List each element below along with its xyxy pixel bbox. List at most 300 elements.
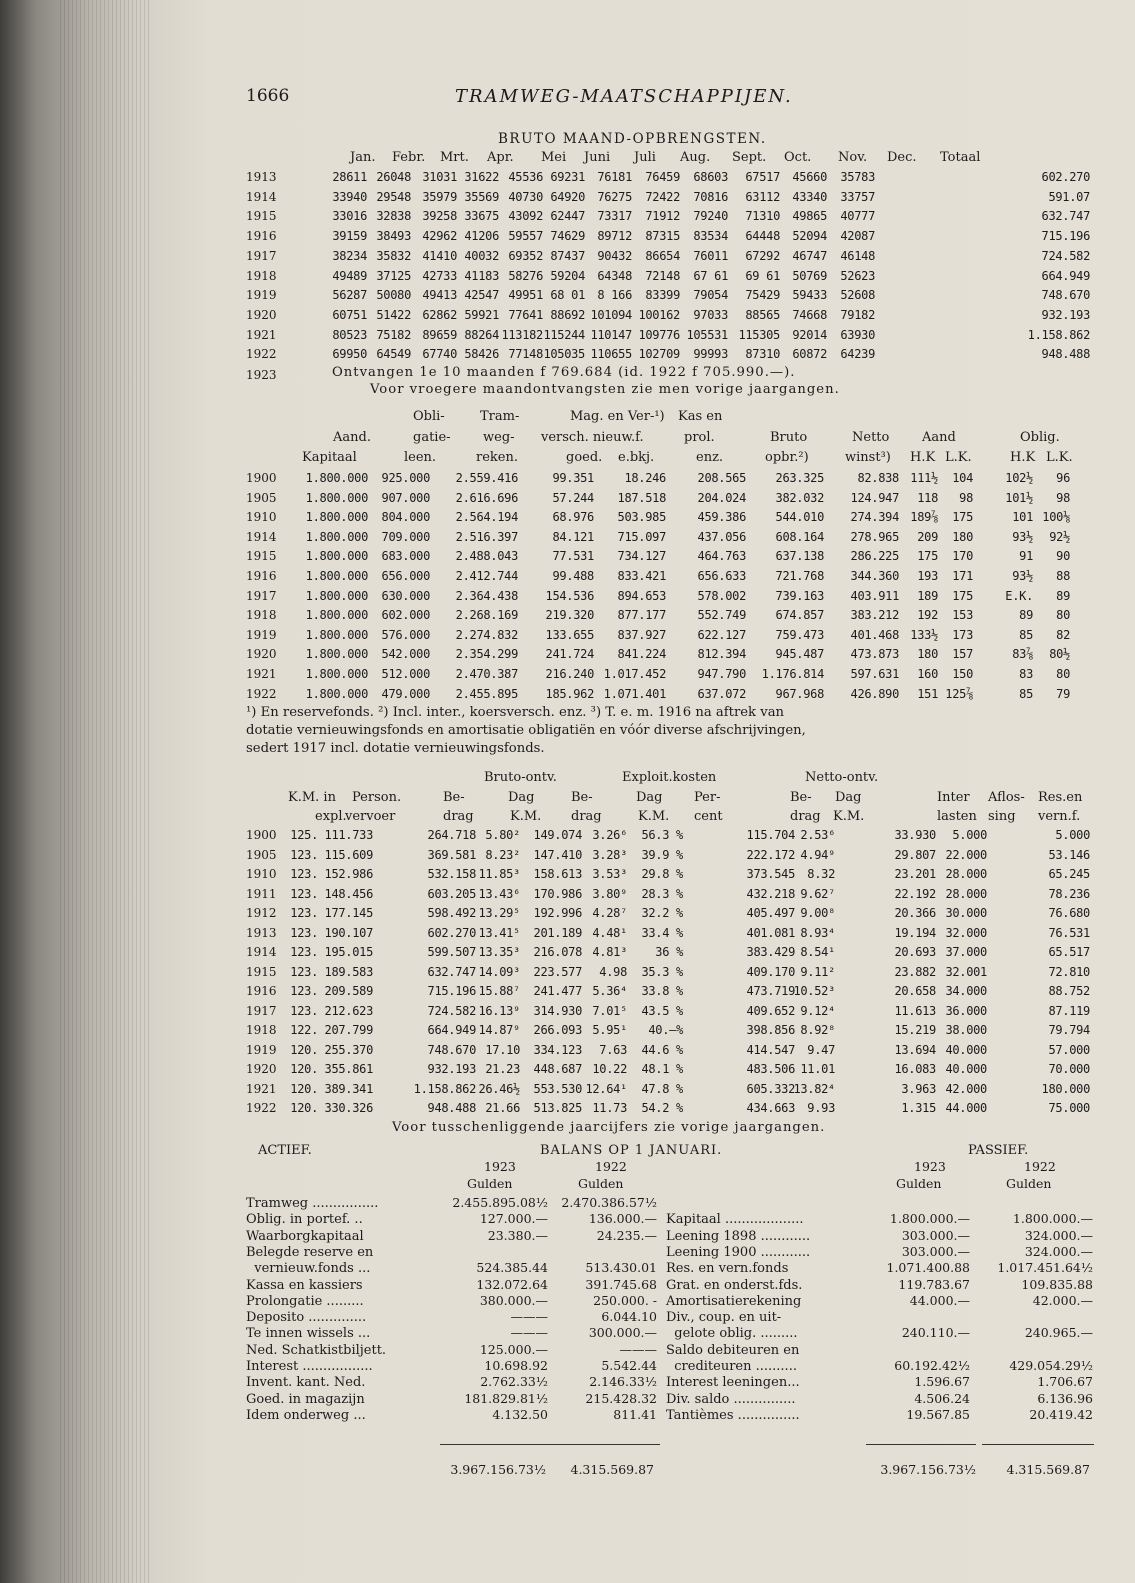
passief-1922: 1.800.000.—: [1012, 1211, 1093, 1227]
traffic-header: Inter: [937, 790, 970, 805]
capital-cell: 401.468: [850, 627, 899, 642]
monthly-cell: 1.158.862: [1027, 327, 1090, 342]
traffic-group-header: Exploit.kosten: [622, 770, 717, 785]
monthly-cell: 79240: [693, 209, 728, 224]
capital-cell: 1.800.000: [305, 471, 368, 485]
monthly-cell: 58426: [464, 347, 499, 362]
monthly-cell: 102709: [638, 347, 680, 362]
monthly-cell: 67 61: [693, 268, 728, 283]
traffic-row-year: 1914: [246, 945, 277, 959]
traffic-cell: 33.8 %: [641, 984, 683, 998]
traffic-cell: 28.000: [945, 867, 987, 881]
capital-row-year: 1920: [246, 647, 277, 662]
passief-1922: 20.419.42: [1029, 1406, 1093, 1422]
capital-cell: 204.024: [697, 490, 746, 505]
traffic-cell: 123.: [290, 945, 318, 959]
traffic-cell: 72.810: [1048, 964, 1090, 979]
monthly-col-header: Sept.: [732, 150, 767, 165]
traffic-cell: 32.001: [945, 964, 987, 979]
passief-1922: 429.054.29½: [1009, 1358, 1093, 1373]
capital-cell: 111½: [910, 471, 938, 485]
capital-cell: 101½: [1005, 490, 1033, 505]
actief-1922: 811.41: [613, 1406, 657, 1422]
capital-cell: 2.274.832: [455, 627, 518, 642]
capital-cell: 597.631: [850, 667, 899, 681]
actief-1923: 2.762.33½: [480, 1374, 548, 1390]
monthly-cell: 105035: [543, 347, 585, 362]
monthly-cell: 632.747: [1041, 209, 1090, 224]
capital-cell: 2.354.299: [455, 647, 518, 662]
capital-cell: 877.177: [617, 608, 666, 623]
traffic-cell: 44.6 %: [641, 1042, 683, 1057]
traffic-row-year: 1910: [246, 867, 277, 881]
passief-1922: 324.000.—: [1024, 1243, 1093, 1259]
monthly-cell: 35832: [376, 248, 411, 263]
capital-cell: 344.360: [850, 569, 899, 583]
traffic-header: expl.: [315, 809, 347, 824]
traffic-cell: 115.609: [324, 847, 373, 862]
traffic-cell: 13.41⁵: [478, 925, 520, 940]
actief-1922: ———: [619, 1341, 657, 1357]
monthly-cell: 62447: [550, 209, 585, 224]
traffic-cell: 35.3 %: [641, 964, 683, 979]
capital-cell: 82: [1056, 627, 1070, 642]
capital-header: Tram-: [480, 409, 520, 424]
monthly-cell: 76181: [597, 170, 632, 184]
monthly-col-header: Juni: [584, 150, 611, 165]
traffic-cell: 5.000: [952, 828, 987, 842]
monthly-cell: 715.196: [1041, 229, 1090, 244]
capital-cell: 171: [952, 569, 973, 583]
monthly-cell: 72148: [645, 268, 680, 283]
capital-cell: 1.800.000: [305, 490, 368, 505]
traffic-cell: 125.: [290, 828, 318, 842]
traffic-header: K.M. in: [288, 790, 336, 805]
traffic-cell: 53.146: [1048, 847, 1090, 862]
monthly-cell: 90432: [597, 248, 632, 263]
traffic-cell: 170.986: [533, 886, 582, 901]
traffic-cell: 664.949: [427, 1023, 476, 1037]
capital-header: goed.: [566, 450, 603, 465]
traffic-row-year: 1918: [246, 1023, 277, 1037]
capital-header: Aand.: [333, 430, 371, 445]
traffic-cell: 8.23²: [485, 847, 520, 862]
capital-cell: 89: [1056, 588, 1070, 603]
monthly-cell: 42962: [422, 229, 457, 244]
capital-cell: 151: [917, 686, 938, 701]
actief-label: Goed. in magazijn: [246, 1391, 365, 1407]
actief-unit-1923: Gulden: [467, 1176, 513, 1191]
traffic-cell: 212.623: [324, 1003, 373, 1018]
capital-cell: 170: [952, 549, 973, 564]
traffic-cell: 602.270: [427, 925, 476, 940]
traffic-cell: 5.80²: [485, 828, 520, 842]
monthly-title: BRUTO MAAND-OPBRENGSTEN.: [498, 131, 767, 147]
traffic-cell: 11.73: [592, 1101, 627, 1115]
capital-cell: 759.473: [775, 627, 824, 642]
capital-cell: 193: [917, 569, 938, 583]
passief-1923: 1.596.67: [914, 1374, 970, 1390]
traffic-cell: 180.000: [1041, 1081, 1090, 1096]
passief-1923: 1.071.400.88: [886, 1260, 970, 1276]
traffic-cell: 33.930: [894, 828, 936, 842]
passief-label: Div. saldo ...............: [666, 1391, 796, 1407]
traffic-cell: 483.506: [746, 1062, 795, 1076]
capital-cell: 382.032: [775, 490, 824, 505]
capital-row-year: 1922: [246, 686, 277, 701]
capital-cell: 2.412.744: [455, 569, 518, 583]
actief-1922: 300.000.—: [588, 1325, 657, 1341]
monthly-cell: 64239: [840, 347, 875, 362]
traffic-cell: 222.172: [746, 847, 795, 862]
capital-cell: 80: [1056, 667, 1070, 681]
capital-cell: 100⅛: [1042, 510, 1070, 525]
traffic-cell: 79.794: [1048, 1023, 1090, 1037]
capital-cell: 175: [917, 549, 938, 564]
traffic-cell: 21.23: [485, 1062, 520, 1076]
monthly-cell: 33940: [332, 189, 367, 204]
traffic-cell: 9.47: [807, 1042, 835, 1057]
capital-cell: 125⅞: [945, 686, 973, 701]
traffic-cell: 9.93: [807, 1101, 835, 1115]
traffic-cell: 23.882: [894, 964, 936, 979]
capital-cell: 473.873: [850, 647, 899, 662]
monthly-cell: 63112: [745, 189, 780, 204]
traffic-cell: 598.492: [427, 906, 476, 920]
capital-row-year: 1910: [246, 510, 277, 525]
capital-cell: 118: [917, 490, 938, 505]
monthly-cell: 115244: [543, 327, 585, 342]
capital-cell: 189: [917, 588, 938, 603]
monthly-cell: 88565: [745, 307, 780, 322]
passief-label: Grat. en onderst.fds.: [666, 1277, 803, 1293]
actief-1923: 524.385.44: [476, 1260, 548, 1276]
capital-note-3: sedert 1917 incl. dotatie vernieuwingsfonds.: [246, 741, 545, 756]
actief-1922: 2.470.386.57½: [561, 1195, 657, 1210]
traffic-cell: 189.583: [324, 964, 373, 979]
monthly-cell: 56287: [332, 288, 367, 303]
traffic-cell: 12.64¹: [585, 1081, 627, 1096]
capital-cell: 1.800.000: [305, 627, 368, 642]
capital-header: H.K: [910, 450, 936, 465]
actief-1922: 6.044.10: [601, 1309, 657, 1325]
monthly-cell: 113182: [501, 327, 543, 342]
capital-header: reken.: [476, 450, 518, 465]
passief-year-1922: 1922: [1024, 1159, 1056, 1174]
traffic-cell: 40.000: [945, 1062, 987, 1076]
traffic-cell: 147.410: [533, 847, 582, 862]
traffic-header: lasten: [937, 809, 977, 824]
capital-cell: 160: [917, 667, 938, 681]
passief-label: Amortisatierekening: [666, 1293, 802, 1309]
traffic-cell: 432.218: [746, 886, 795, 901]
monthly-cell: 31031: [422, 170, 457, 184]
monthly-cell: 59557: [508, 229, 543, 244]
running-title: TRAMWEG-MAATSCHAPPIJEN.: [455, 86, 793, 107]
capital-cell: 192: [917, 608, 938, 623]
capital-header: opbr.²): [765, 450, 809, 465]
traffic-cell: 4.28⁷: [592, 906, 627, 920]
capital-header: Kas en: [678, 409, 723, 424]
traffic-cell: 9.11²: [800, 964, 835, 979]
traffic-cell: 115.704: [746, 828, 795, 842]
capital-cell: 734.127: [617, 549, 666, 564]
capital-cell: 124.947: [850, 490, 899, 505]
capital-cell: 945.487: [775, 647, 824, 662]
capital-cell: 2.364.438: [455, 588, 518, 603]
capital-cell: 437.056: [697, 529, 746, 544]
monthly-cell: 49951: [508, 288, 543, 303]
traffic-cell: 1.158.862: [413, 1081, 476, 1096]
monthly-cell: 42087: [840, 229, 875, 244]
capital-cell: 812.394: [697, 647, 746, 662]
capital-cell: 837.927: [617, 627, 666, 642]
actief-1923: 380.000.—: [479, 1292, 548, 1308]
capital-row-year: 1914: [246, 529, 277, 544]
actief-1922: 215.428.32: [585, 1390, 657, 1406]
traffic-cell: 54.2 %: [641, 1101, 683, 1115]
traffic-cell: 3.80⁹: [592, 886, 627, 901]
monthly-cell: 33016: [332, 209, 367, 224]
traffic-cell: 120.: [290, 1101, 318, 1115]
traffic-header: vervoer: [345, 809, 396, 824]
actief-1922: 391.745.68: [585, 1276, 657, 1292]
traffic-cell: 3.963: [901, 1081, 936, 1096]
capital-row-year: 1919: [246, 627, 277, 642]
monthly-cell: 73317: [597, 209, 632, 224]
monthly-cell: 46148: [840, 248, 875, 263]
monthly-col-header: Febr.: [392, 150, 426, 165]
monthly-cell: 79182: [840, 307, 875, 322]
page-number: 1666: [246, 86, 290, 106]
traffic-cell: 23.201: [894, 867, 936, 881]
capital-cell: 622.127: [697, 627, 746, 642]
total-rule: [550, 1444, 660, 1445]
traffic-cell: 70.000: [1048, 1062, 1090, 1076]
monthly-cell: 69 61: [745, 268, 780, 283]
monthly-cell: 88264: [464, 327, 499, 342]
capital-cell: 542.000: [381, 647, 430, 662]
row-1923-year: 1923: [246, 368, 277, 382]
traffic-cell: 57.000: [1048, 1042, 1090, 1057]
monthly-cell: 69231: [550, 170, 585, 184]
traffic-cell: 152.986: [324, 867, 373, 881]
capital-cell: 656.633: [697, 569, 746, 583]
traffic-cell: 21.66: [485, 1101, 520, 1115]
capital-cell: 841.224: [617, 647, 666, 662]
monthly-row-year: 1919: [246, 288, 277, 303]
traffic-cell: 123.: [290, 984, 318, 998]
capital-cell: 464.763: [697, 549, 746, 564]
traffic-cell: 16.083: [894, 1062, 936, 1076]
balance-title: BALANS OP 1 JANUARI.: [540, 1143, 723, 1158]
capital-cell: 133.655: [545, 627, 594, 642]
traffic-cell: 16.13⁹: [478, 1003, 520, 1018]
capital-cell: 2.559.416: [455, 471, 518, 485]
traffic-group-header: Netto-ontv.: [805, 770, 879, 785]
capital-row-year: 1918: [246, 608, 277, 623]
actief-1922: 24.235.—: [596, 1227, 657, 1243]
traffic-cell: 599.507: [427, 945, 476, 959]
capital-cell: 608.164: [775, 529, 824, 544]
capital-cell: 98: [1056, 490, 1070, 505]
monthly-col-header: Jan.: [350, 150, 376, 165]
traffic-cell: 32.2 %: [641, 906, 683, 920]
traffic-row-year: 1919: [246, 1042, 277, 1057]
capital-cell: 1.800.000: [305, 647, 368, 662]
capital-cell: 1.017.452: [603, 667, 666, 681]
monthly-cell: 43340: [792, 189, 827, 204]
traffic-cell: 28.000: [945, 886, 987, 901]
passief-1922: 6.136.96: [1037, 1390, 1093, 1406]
capital-header: Oblig.: [1020, 430, 1060, 445]
monthly-col-header: Oct.: [784, 150, 812, 165]
traffic-row-year: 1916: [246, 984, 277, 998]
monthly-cell: 74629: [550, 229, 585, 244]
traffic-header: Dag: [835, 790, 862, 805]
monthly-cell: 32838: [376, 209, 411, 224]
traffic-cell: 44.000: [945, 1101, 987, 1115]
traffic-cell: 266.093: [533, 1023, 582, 1037]
actief-label: Tramweg ................: [246, 1196, 379, 1211]
traffic-cell: 409.170: [746, 964, 795, 979]
monthly-cell: 45660: [792, 170, 827, 184]
capital-cell: 426.890: [850, 686, 899, 701]
traffic-cell: 38.000: [945, 1023, 987, 1037]
monthly-cell: 932.193: [1041, 307, 1090, 322]
capital-cell: 656.000: [381, 569, 430, 583]
capital-cell: 947.790: [697, 667, 746, 681]
traffic-cell: 56.3 %: [641, 828, 683, 842]
passief-1922: 42.000.—: [1032, 1292, 1093, 1308]
traffic-row-year: 1912: [246, 906, 277, 920]
traffic-row-year: 1922: [246, 1101, 277, 1115]
traffic-cell: 19.194: [894, 925, 936, 940]
traffic-cell: 223.577: [533, 964, 582, 979]
capital-cell: 967.968: [775, 686, 824, 701]
passief-total-1922: 4.315.569.87: [1006, 1462, 1090, 1477]
capital-header: L.K.: [1046, 450, 1073, 465]
passief-1923: 119.783.67: [898, 1276, 970, 1292]
capital-header: Kapitaal: [302, 450, 357, 465]
traffic-cell: 605.332: [746, 1081, 795, 1096]
monthly-cell: 46747: [792, 248, 827, 263]
monthly-cell: 38234: [332, 248, 367, 263]
monthly-cell: 64920: [550, 189, 585, 204]
monthly-footnote: Voor vroegere maandontvangsten zie men vorige jaargangen.: [370, 382, 840, 397]
capital-cell: 77.531: [552, 549, 594, 564]
monthly-cell: 86654: [645, 248, 680, 263]
monthly-row-year: 1917: [246, 248, 277, 263]
monthly-cell: 64448: [745, 229, 780, 244]
traffic-cell: 9.00⁸: [800, 906, 835, 920]
capital-cell: 89: [1019, 608, 1033, 623]
capital-cell: 709.000: [381, 529, 430, 544]
monthly-cell: 49413: [422, 288, 457, 303]
capital-cell: 2.470.387: [455, 667, 518, 681]
monthly-cell: 105531: [686, 327, 728, 342]
passief-unit-1922: Gulden: [1006, 1176, 1052, 1191]
actief-1923: ———: [510, 1325, 548, 1341]
traffic-cell: 398.856: [746, 1023, 795, 1037]
actief-1922: 2.146.33½: [589, 1374, 657, 1390]
traffic-cell: 29.8 %: [641, 867, 683, 881]
traffic-cell: 314.930: [533, 1003, 582, 1018]
traffic-cell: 32.000: [945, 925, 987, 940]
traffic-cell: 111.733: [324, 828, 373, 842]
monthly-cell: 40032: [464, 248, 499, 263]
passief-1923: 240.110.—: [901, 1325, 970, 1341]
traffic-cell: 4.48¹: [592, 925, 627, 940]
capital-cell: 1.800.000: [305, 529, 368, 544]
monthly-cell: 68 01: [550, 288, 585, 303]
traffic-cell: 192.996: [533, 906, 582, 920]
total-rule: [982, 1444, 1094, 1445]
actief-label: Waarborgkapitaal: [246, 1228, 364, 1244]
traffic-cell: 3.28³: [592, 847, 627, 862]
traffic-header: K.M.: [510, 809, 542, 824]
capital-cell: 98: [959, 490, 973, 505]
traffic-cell: 40.000: [945, 1042, 987, 1057]
actief-label: Te innen wissels ...: [246, 1326, 371, 1342]
monthly-cell: 49489: [332, 268, 367, 283]
traffic-header: K.M.: [638, 809, 670, 824]
row-1923-text: Ontvangen 1e 10 maanden f 769.684 (id. 1922 f 705.990.—).: [332, 365, 796, 380]
traffic-cell: 553.530: [533, 1081, 582, 1096]
monthly-cell: 67740: [422, 347, 457, 362]
monthly-col-header: Mrt.: [440, 150, 469, 165]
monthly-cell: 62862: [422, 307, 457, 322]
monthly-cell: 89659: [422, 327, 457, 342]
monthly-cell: 109776: [638, 327, 680, 342]
monthly-cell: 39258: [422, 209, 457, 224]
capital-row-year: 1921: [246, 667, 277, 681]
traffic-cell: 17.10: [485, 1042, 520, 1057]
actief-year-1922: 1922: [595, 1159, 627, 1174]
traffic-cell: 76.531: [1048, 925, 1090, 940]
capital-cell: 189⅞: [910, 510, 938, 525]
capital-cell: 93½: [1012, 569, 1033, 583]
traffic-cell: 75.000: [1048, 1101, 1090, 1115]
actief-total-1923: 3.967.156.73½: [450, 1462, 546, 1477]
traffic-cell: 405.497: [746, 906, 795, 920]
monthly-cell: 49865: [792, 209, 827, 224]
traffic-header: vern.f.: [1038, 809, 1081, 824]
capital-cell: 576.000: [381, 627, 430, 642]
passief-1923: 303.000.—: [901, 1227, 970, 1243]
traffic-cell: 401.081: [746, 925, 795, 940]
traffic-footnote: Voor tusschenliggende jaarcijfers zie vorige jaargangen.: [392, 1120, 826, 1135]
capital-cell: 503.985: [617, 510, 666, 525]
capital-row-year: 1905: [246, 490, 277, 505]
capital-cell: 91: [1019, 549, 1033, 564]
monthly-cell: 31622: [464, 170, 499, 184]
passief-1923: 1.800.000.—: [889, 1211, 970, 1227]
traffic-row-year: 1915: [246, 964, 277, 979]
monthly-row-year: 1916: [246, 229, 277, 244]
traffic-cell: 389.341: [324, 1081, 373, 1096]
traffic-cell: 42.000: [945, 1081, 987, 1096]
traffic-header: Be-: [790, 790, 812, 805]
traffic-cell: 448.687: [533, 1062, 582, 1076]
traffic-cell: 120.: [290, 1042, 318, 1057]
capital-cell: 101: [1012, 510, 1033, 525]
traffic-cell: 123.: [290, 867, 318, 881]
capital-cell: 85: [1019, 627, 1033, 642]
actief-label: Ned. Schatkistbiljett.: [246, 1342, 387, 1358]
capital-header: Netto: [852, 430, 890, 445]
capital-header: Obli-: [413, 409, 445, 424]
